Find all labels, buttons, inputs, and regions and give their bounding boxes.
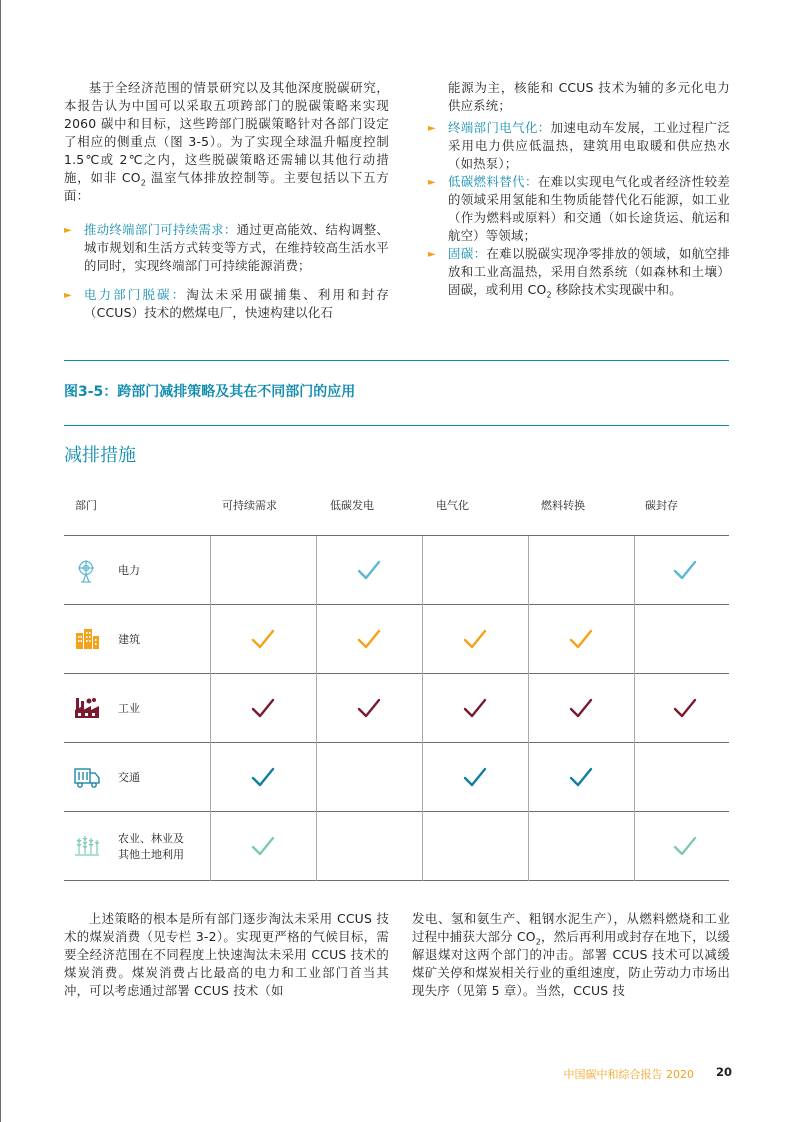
strategy-item-3: ► 终端部门电气化：加速电动车发展，工业过程广泛采用电力供应低温热，建筑用电取暖和供应热水（如热泵）； [428, 120, 730, 171]
check-mark-icon [357, 696, 381, 720]
measure-header-electrification: 电气化 [436, 499, 469, 512]
check-mark-icon [357, 558, 381, 582]
bottom-column-left [64, 910, 389, 1000]
table-row-line [64, 673, 729, 674]
row-label-industry: 工业 [118, 702, 140, 715]
check-mark-icon [569, 765, 593, 789]
measure-header-power: 低碳发电 [330, 499, 374, 512]
row-label-afolu: 农业、林业及 其他土地利用 [118, 832, 184, 861]
table-col-line [316, 536, 317, 881]
figure-title-rule [64, 425, 729, 426]
bullet-arrow-icon: ► [428, 123, 436, 134]
table-col-line [528, 536, 529, 881]
row-label-transport: 交通 [118, 771, 140, 784]
intro-paragraph: 基于全经济范围的情景研究以及其他深度脱碳研究，本报告认为中国可以采取五项跨部门的脱碳策略来实现 2060 碳中和目标，这些跨部门脱碳策略针对各部门设定了相应的侧重点（图 3-5）。为了实现全球温升幅度控制 1.5℃或 2℃之内，这些脱碳策略还需辅以其他行动措施，如非 $CO_2$ 温室气体排放控制等。主要包括以下五方面： [64, 80, 389, 203]
table-col-line [634, 536, 635, 881]
bullet-arrow-icon: ► [428, 249, 436, 260]
factory-icon [73, 696, 101, 720]
footer-report-title: 中国碳中和综合报告 2020 [563, 1068, 694, 1081]
figure-top-rule [64, 360, 729, 361]
measure-header-fuel: 燃料转换 [541, 499, 585, 512]
bullet-arrow-icon: ► [64, 290, 72, 301]
check-mark-icon [673, 558, 697, 582]
strategy-item-2-continued: 能源为主，核能和 CCUS 技术为辅的多元化电力供应系统； [448, 80, 730, 113]
section-title: 减排措施 [64, 445, 136, 466]
strategy-item-2: ► 电力部门脱碳：淘汰未采用碳捕集、利用和封存（CCUS）技术的燃煤电厂，快速构建以化石 [64, 287, 389, 320]
sector-header: 部门 [75, 499, 97, 512]
table-row-line [64, 604, 729, 605]
check-mark-icon [357, 627, 381, 651]
strategy-item-5: ► 固碳：在难以脱碳实现净零排放的领域，如航空排放和工业高温热，采用自然系统（如森林和土壤）固碳，或利用 $CO_2$ 移除技术实现碳中和。 [428, 246, 730, 300]
power-tower-icon [74, 558, 98, 584]
crops-icon [74, 834, 100, 858]
page-number: 20 [716, 1065, 733, 1079]
bottom-column-right [412, 910, 730, 1000]
bottom-paragraph-left: 上述策略的根本是所有部门逐步淘汰未采用 CCUS 技术的煤炭消费（见专栏 3-2）。实现更严格的气候目标，需要全经济范围在不同程度上快速淘汰未采用 CCUS 技术的煤炭消费。煤炭消费占比最高的电力和工业部门首当其冲，可以考虑通过部署 CCUS 技术（如 [64, 911, 389, 998]
check-mark-icon [463, 696, 487, 720]
bullet-arrow-icon: ► [64, 225, 72, 236]
check-mark-icon [673, 834, 697, 858]
row-label-buildings: 建筑 [118, 633, 140, 646]
check-mark-icon [463, 765, 487, 789]
check-mark-icon [251, 627, 275, 651]
truck-icon [73, 765, 101, 789]
check-mark-icon [251, 696, 275, 720]
check-mark-icon [569, 696, 593, 720]
check-mark-icon [569, 627, 593, 651]
table-col-line [422, 536, 423, 881]
check-mark-icon [251, 765, 275, 789]
row-label-power: 电力 [118, 564, 140, 577]
table-row-line [64, 742, 729, 743]
building-icon [74, 627, 100, 651]
intro-column-right [428, 79, 730, 299]
table-col-line [210, 536, 211, 881]
check-mark-icon [463, 627, 487, 651]
check-mark-icon [251, 834, 275, 858]
check-mark-icon [673, 696, 697, 720]
intro-column-left [64, 79, 389, 322]
table-row-line [64, 535, 729, 536]
table-row-line [64, 811, 729, 812]
figure-title: 图3-5：跨部门减排策略及其在不同部门的应用 [64, 384, 356, 400]
table-row-line [64, 880, 729, 881]
strategy-item-4: ► 低碳燃料替代：在难以实现电气化或者经济性较差的领域采用氢能和生物质能替代化石能源，如工业（作为燃料或原料）和交通（如长途货运、航运和航空）等领域； [428, 174, 731, 243]
measure-header-demand: 可持续需求 [222, 499, 277, 512]
measure-header-storage: 碳封存 [645, 499, 678, 512]
page-edge-line [0, 0, 1, 1122]
bottom-paragraph-right: 发电、氢和氨生产、粗钢水泥生产），从燃料燃烧和工业过程中捕获大部分 $CO_2$，然后再利用或封存在地下，以缓解退煤对这两个部门的冲击。部署 CCUS 技术可以减缓煤矿关停和煤炭相关行业的重组速度，防止劳动力市场出现失序（见第 5 章）。当然，CCUS 技 [412, 911, 730, 998]
strategy-item-1: ► 推动终端部门可持续需求：通过更高能效、结构调整、城市规划和生活方式转变等方式，在维持较高生活水平的同时，实现终端部门可持续能源消费； [64, 222, 389, 273]
bullet-arrow-icon: ► [428, 177, 436, 188]
